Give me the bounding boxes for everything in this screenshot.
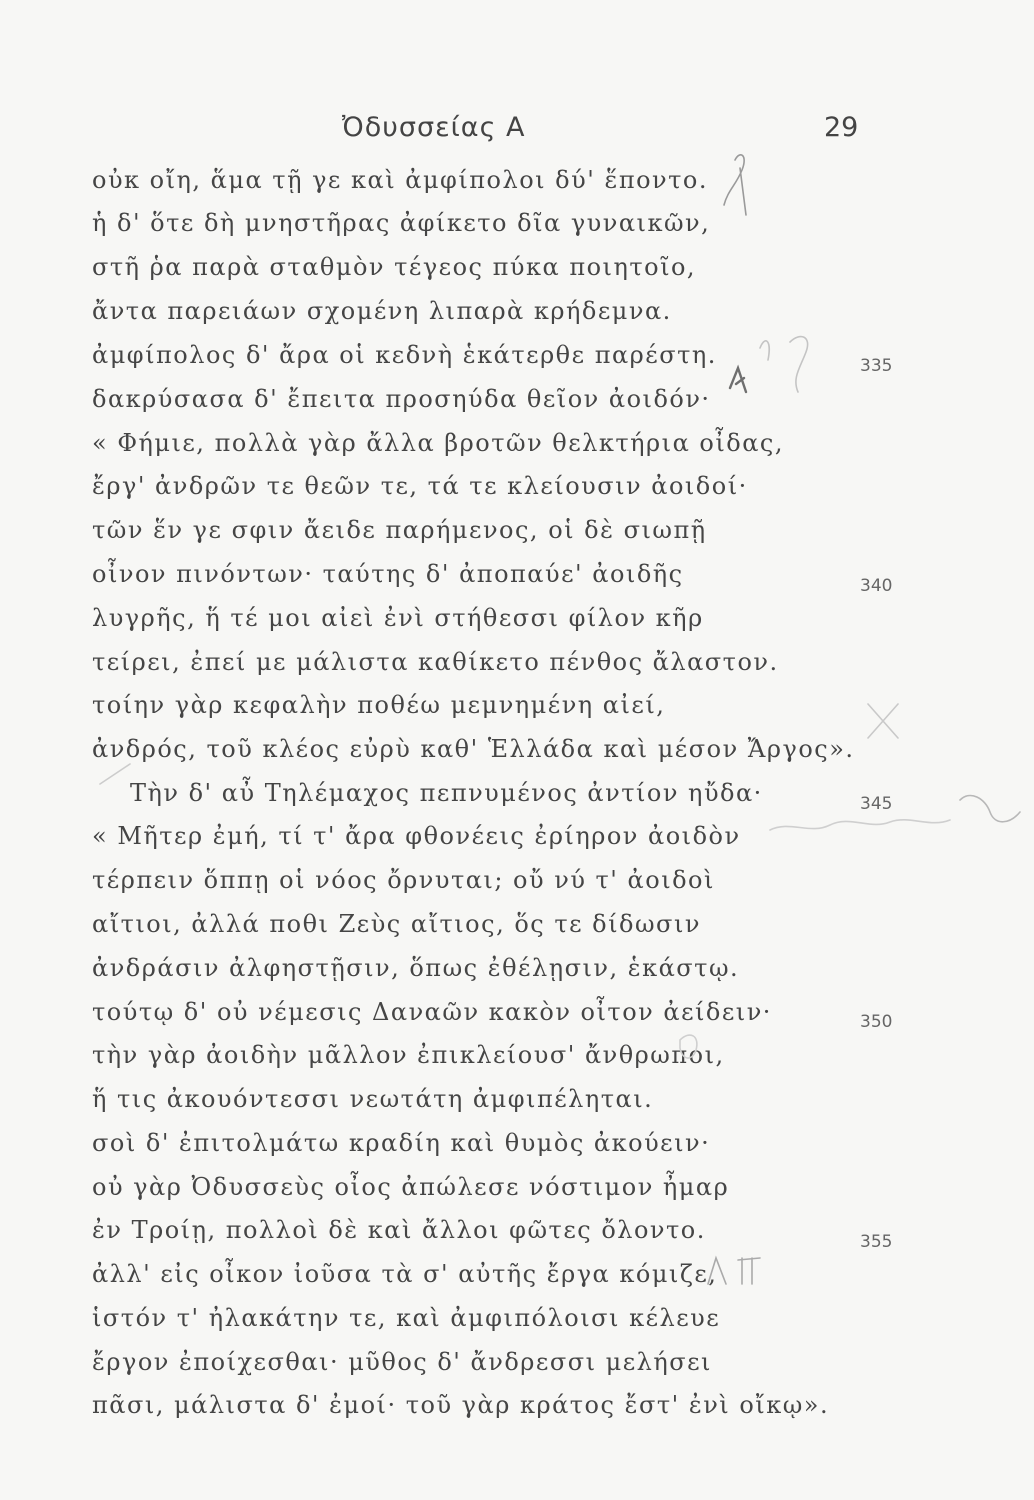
verse-line-343: ἀνδρός, τοῦ κλέος εὐρὺ καθ' Ἑλλάδα καὶ μέσον Ἄργος». — [92, 735, 855, 763]
verse-line-334: ἀμφίπολος δ' ἄρα οἱ κεδνὴ ἑκάτερθε παρέστη. — [92, 341, 717, 369]
pencil-mark-top — [724, 155, 746, 215]
pencil-slash — [100, 764, 130, 784]
verse-line-353: οὐ γὰρ Ὀδυσσεὺς οἶος ἀπώλεσε νόστιμον ἦμαρ — [92, 1173, 730, 1201]
pencil-mark-355 — [708, 1258, 760, 1284]
verse-line-333: ἄντα παρειάων σχομένη λιπαρὰ κρήδεμνα. — [92, 297, 672, 325]
pencil-theta — [680, 1035, 697, 1058]
pencil-word-right — [960, 796, 1020, 822]
verse-line-331: ἡ δ' ὅτε δὴ μνηστῆρας ἀφίκετο δῖα γυναικῶν, — [92, 209, 711, 237]
verse-line-342: τοίην γὰρ κεφαλὴν ποθέω μεμνημένη αἰεί, — [92, 691, 666, 719]
line-number-355: 355 — [860, 1232, 893, 1252]
verse-line-348: ἀνδράσιν ἀλφηστῇσιν, ὅπως ἐθέλῃσιν, ἑκάστῳ. — [92, 954, 740, 982]
pencil-cross — [868, 704, 898, 738]
verse-line-349: τούτῳ δ' οὐ νέμεσις Δαναῶν κακὸν οἶτον ἀείδειν· — [92, 998, 772, 1026]
verse-line-358: πᾶσι, μάλιστα δ' ἐμοί· τοῦ γὰρ κράτος ἔστ' ἐνὶ οἴκῳ». — [92, 1391, 830, 1419]
verse-line-357: ἔργον ἐποίχεσθαι· μῦθος δ' ἄνδρεσσι μελήσει — [92, 1348, 712, 1376]
verse-line-350: τὴν γὰρ ἀοιδὴν μᾶλλον ἐπικλείουσ' ἄνθρωποι, — [92, 1041, 725, 1069]
verse-line-356: ἱστόν τ' ἠλακάτην τε, καὶ ἀμφιπόλοισι κέλευε — [92, 1304, 721, 1332]
running-header: Ὀδυσσείας Α — [342, 112, 526, 143]
verse-line-351: ἥ τις ἀκουόντεσσι νεωτάτη ἀμφιπέληται. — [92, 1085, 654, 1113]
pencil-mark-335 — [760, 337, 808, 392]
verse-line-346: τέρπειν ὅππῃ οἱ νόος ὄρνυται; οὔ νύ τ' ἀοιδοὶ — [92, 866, 715, 894]
verse-line-336: « Φήμιε, πολλὰ γὰρ ἄλλα βροτῶν θελκτήρια οἶδας, — [92, 429, 784, 457]
line-number-340: 340 — [860, 576, 893, 596]
verse-line-341: τείρει, ἐπεί με μάλιστα καθίκετο πένθος ἄλαστον. — [92, 648, 779, 676]
verse-line-332: στῆ ῥα παρὰ σταθμὸν τέγεος πύκα ποιητοῖο, — [92, 253, 697, 281]
verse-line-338: τῶν ἕν γε σφιν ἄειδε παρήμενος, οἱ δὲ σιωπῇ — [92, 516, 707, 544]
line-number-335: 335 — [860, 356, 893, 376]
verse-line-352: σοὶ δ' ἐπιτολμάτω κραδίη καὶ θυμὸς ἀκούειν· — [92, 1129, 711, 1157]
verse-line-344: Τὴν δ' αὖ Τηλέμαχος πεπνυμένος ἀντίον ηὔδα· — [130, 779, 763, 807]
verse-line-340: λυγρῆς, ἥ τέ μοι αἰεὶ ἐνὶ στήθεσσι φίλον κῆρ — [92, 604, 704, 632]
line-number-345: 345 — [860, 794, 893, 814]
verse-line-335: δακρύσασα δ' ἔπειτα προσηύδα θεῖον ἀοιδόν· — [92, 385, 711, 413]
verse-line-345: « Μῆτερ ἐμή, τί τ' ἄρα φθονέεις ἐρίηρον ἀοιδὸν — [92, 822, 741, 850]
verse-line-354: ἐν Τροίῃ, πολλοὶ δὲ καὶ ἄλλοι φῶτες ὄλοντο. — [92, 1216, 706, 1244]
verse-line-355: ἀλλ' εἰς οἶκον ἰοῦσα τὰ σ' αὐτῆς ἔργα κόμιζε, — [92, 1260, 718, 1288]
pencil-scribble-right — [770, 820, 950, 830]
verse-line-337: ἔργ' ἀνδρῶν τε θεῶν τε, τά τε κλείουσιν ἀοιδοί· — [92, 472, 748, 500]
page-number: 29 — [824, 112, 859, 143]
verse-line-347: αἴτιοι, ἀλλά ποθι Ζεὺς αἴτιος, ὅς τε δίδωσιν — [92, 910, 701, 938]
verse-line-339: οἶνον πινόντων· ταύτης δ' ἀποπαύε' ἀοιδῆς — [92, 560, 684, 588]
line-number-350: 350 — [860, 1012, 893, 1032]
verse-line-330: οὐκ οἴη, ἅμα τῇ γε καὶ ἀμφίπολοι δύ' ἕποντο. — [92, 166, 708, 194]
pencil-mark-bold — [730, 368, 746, 392]
